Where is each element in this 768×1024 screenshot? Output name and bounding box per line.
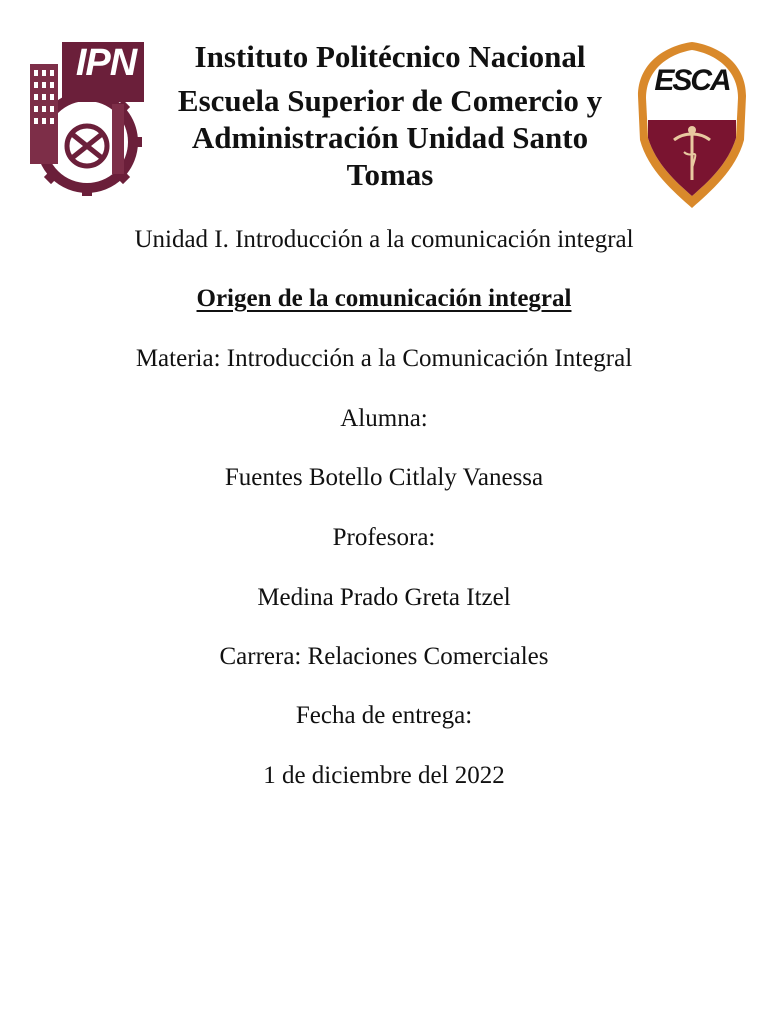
document-header [150, 38, 630, 193]
delivery-date: 1 de diciembre del 2022 [263, 762, 505, 789]
esca-logo-text: ESCA [654, 64, 730, 97]
student-name: Fuentes Botello Citlaly Vanessa [224, 464, 544, 491]
school-name-line-3: Tomas [346, 157, 434, 192]
date-label: Fecha de entrega: [295, 702, 473, 729]
teacher-name: Medina Prado Greta Itzel [257, 584, 511, 611]
school-name-line-2: Administración Unidad Santo [191, 120, 589, 155]
institute-name: Instituto Politécnico Nacional [194, 39, 586, 74]
career-line: Carrera: Relaciones Comerciales [219, 643, 549, 670]
student-label: Alumna: [340, 405, 428, 432]
subject-line: Materia: Introducción a la Comunicación Integral [135, 345, 633, 372]
teacher-label: Profesora: [332, 524, 436, 551]
unit-line: Unidad I. Introducción a la comunicación integral [134, 226, 634, 253]
document-title: Origen de la comunicación integral [196, 285, 572, 312]
school-name-line-1: Escuela Superior de Comercio y [177, 83, 603, 118]
ipn-logo-text: IPN [75, 42, 137, 84]
